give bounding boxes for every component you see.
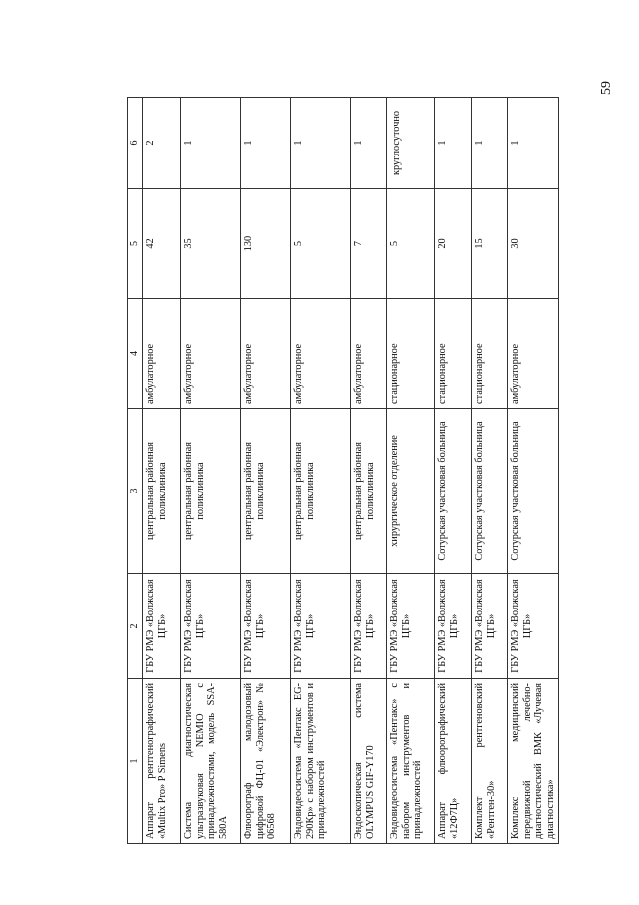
- type-cell: стационарное: [387, 299, 435, 409]
- equipment-cell: Аппарат рентгенографический «Multix Pro» P Simens: [143, 679, 181, 844]
- table-row: [351, 98, 387, 844]
- equipment-cell: Комплект рентгеновский «Рентген-30»: [472, 679, 508, 844]
- owner-cell: ГБУ РМЭ «Волжская ЦГБ»: [351, 574, 387, 679]
- equipment-cell: Эндовидеосистема «Пентакс» с набором инструментов и принадлежностей: [387, 679, 435, 844]
- type-cell: амбулаторное: [143, 299, 181, 409]
- table-row: [291, 98, 351, 844]
- owner-cell: ГБУ РМЭ «Волжская ЦГБ»: [472, 574, 508, 679]
- owner-cell: ГБУ РМЭ «Волжская ЦГБ»: [241, 574, 291, 679]
- table-row: [143, 98, 181, 844]
- unit-cell: центральная районная поликлиника: [143, 409, 181, 574]
- column-header: 2: [128, 574, 143, 679]
- unit-cell: Сотурская участковая больница: [508, 409, 559, 574]
- unit-cell: центральная районная поликлиника: [291, 409, 351, 574]
- load-cell: 7: [351, 189, 387, 299]
- shifts-cell: 2: [143, 98, 181, 189]
- shifts-cell: 1: [241, 98, 291, 189]
- shifts-cell: 1: [508, 98, 559, 189]
- page-number: 59: [599, 81, 614, 95]
- unit-cell: Сотурская участковая больница: [435, 409, 472, 574]
- table-row: [472, 98, 508, 844]
- load-cell: 5: [387, 189, 435, 299]
- load-cell: 5: [291, 189, 351, 299]
- type-cell: амбулаторное: [508, 299, 559, 409]
- shifts-cell: 1: [435, 98, 472, 189]
- owner-cell: ГБУ РМЭ «Волжская ЦГБ»: [435, 574, 472, 679]
- equipment-cell: Эндовидеосистема «Пентакс EG-290Кр» с набором инструментов и принадлежностей: [291, 679, 351, 844]
- owner-cell: ГБУ РМЭ «Волжская ЦГБ»: [181, 574, 241, 679]
- load-cell: 30: [508, 189, 559, 299]
- column-header: 3: [128, 409, 143, 574]
- column-header: 1: [128, 679, 143, 844]
- unit-cell: центральная районная поликлиника: [181, 409, 241, 574]
- shifts-cell: 1: [351, 98, 387, 189]
- rotated-table-container: [127, 98, 556, 844]
- shifts-cell: 1: [291, 98, 351, 189]
- table-row: [181, 98, 241, 844]
- type-cell: амбулаторное: [181, 299, 241, 409]
- owner-cell: ГБУ РМЭ «Волжская ЦГБ»: [291, 574, 351, 679]
- table-header-row: [128, 98, 143, 844]
- shifts-cell: [387, 98, 435, 189]
- unit-cell: Сотурская участковая больница: [472, 409, 508, 574]
- owner-cell: ГБУ РМЭ «Волжская ЦГБ»: [387, 574, 435, 679]
- equipment-cell: Аппарат флюорографический «12Ф7Ц»: [435, 679, 472, 844]
- equipment-cell: Эндоскопическая система OLYMPUS GIF-Y170: [351, 679, 387, 844]
- owner-cell: ГБУ РМЭ «Волжская ЦГБ»: [508, 574, 559, 679]
- owner-cell: ГБУ РМЭ «Волжская ЦГБ»: [143, 574, 181, 679]
- table-row: [435, 98, 472, 844]
- table-row: [387, 98, 435, 844]
- type-cell: амбулаторное: [351, 299, 387, 409]
- type-cell: стационарное: [472, 299, 508, 409]
- shifts-cell: 1: [472, 98, 508, 189]
- table-row: [508, 98, 559, 844]
- load-cell: 130: [241, 189, 291, 299]
- unit-cell: центральная районная поликлиника: [351, 409, 387, 574]
- type-cell: амбулаторное: [291, 299, 351, 409]
- load-cell: 20: [435, 189, 472, 299]
- table-row: [241, 98, 291, 844]
- load-cell: 35: [181, 189, 241, 299]
- unit-cell: центральная районная поликлиника: [241, 409, 291, 574]
- schedule-note: круглосуточно: [391, 110, 402, 176]
- load-cell: 15: [472, 189, 508, 299]
- type-cell: амбулаторное: [241, 299, 291, 409]
- equipment-cell: Система диагностическая ультразвуковая NEMIO с принадлежностями, модель SSA-580A: [181, 679, 241, 844]
- equipment-cell: Флюорограф малодозовый цифровой ФЦ-01 «Электрон» № 06568: [241, 679, 291, 844]
- type-cell: стационарное: [435, 299, 472, 409]
- column-header: 5: [128, 189, 143, 299]
- unit-cell: хирургическое отделение: [387, 409, 435, 574]
- equipment-cell: Комплекс медицинский передвижной лечебно-диагностический ВМК «Лучевая диагностика»: [508, 679, 559, 844]
- column-header: 6: [128, 98, 143, 189]
- load-cell: 42: [143, 189, 181, 299]
- shifts-cell: 1: [181, 98, 241, 189]
- equipment-table: [127, 97, 559, 844]
- column-header: 4: [128, 299, 143, 409]
